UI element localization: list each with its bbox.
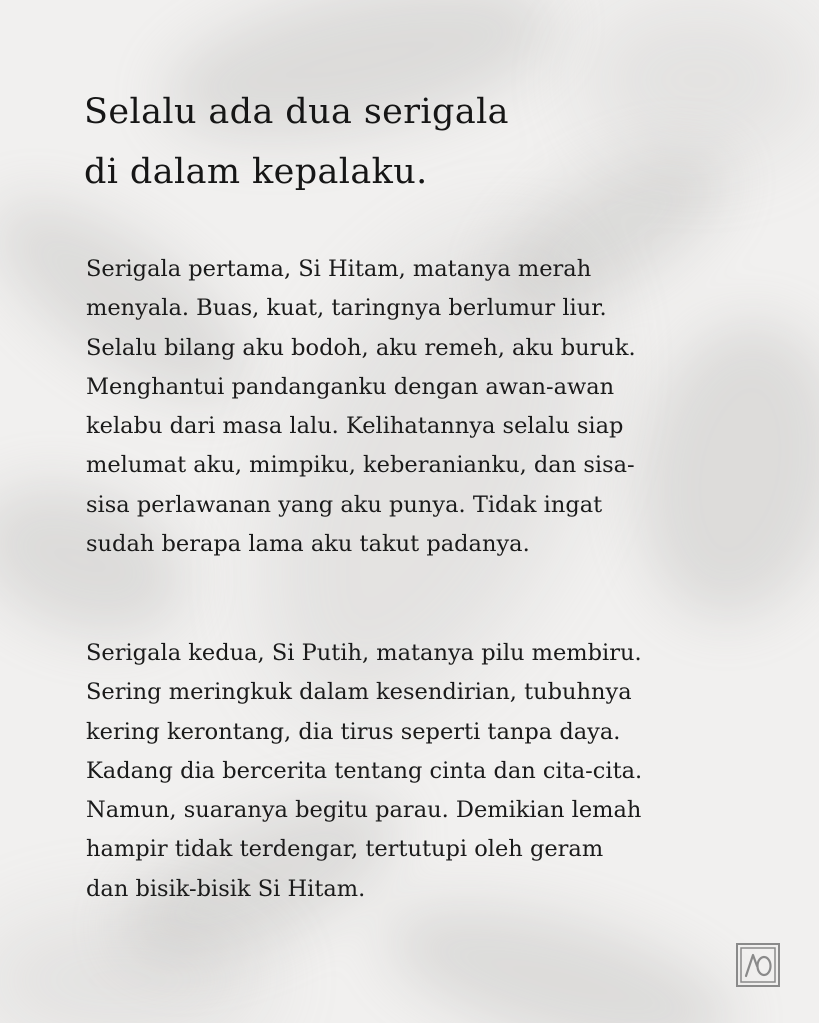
paragraph-line: melumat aku, mimpiku, keberanianku, dan sisa-	[86, 452, 635, 479]
paragraph-line: Sering meringkuk dalam kesendirian, tubuhnya	[86, 679, 632, 706]
paragraph-line: Serigala kedua, Si Putih, matanya pilu membiru.	[86, 640, 642, 666]
paragraph-line: hampir tidak terdengar, tertutupi oleh geram	[86, 836, 604, 863]
paragraph-line: sisa perlawanan yang aku punya. Tidak ingat	[86, 491, 603, 518]
paragraph-line: kelabu dari masa lalu. Kelihatannya selalu siap	[86, 413, 624, 440]
paragraph-line: Menghantui pandanganku dengan awan-awan	[86, 373, 615, 400]
paragraph-line: Serigala pertama, Si Hitam, matanya merah	[86, 256, 592, 282]
paragraph-line: sudah berapa lama aku takut padanya.	[86, 531, 530, 558]
paragraph-line: kering kerontang, dia tirus seperti tanpa daya.	[86, 718, 621, 745]
title-line: Selalu ada dua serigala	[84, 92, 509, 132]
paragraph-line: Kadang dia bercerita tentang cinta dan cita-cita.	[86, 757, 643, 784]
title-line: di dalam kepalaku.	[84, 152, 428, 192]
ao-monogram-icon	[735, 942, 781, 988]
paragraph-line: Selalu bilang aku bodoh, aku remeh, aku buruk.	[86, 334, 636, 361]
paragraph-line: menyala. Buas, kuat, taringnya berlumur liur.	[86, 295, 607, 322]
paragraph-white-wolf	[86, 634, 746, 909]
page-title	[84, 82, 744, 202]
paragraph-black-wolf	[86, 250, 746, 564]
paragraph-line: dan bisik-bisik Si Hitam.	[86, 875, 366, 902]
paragraph-line: Namun, suaranya begitu parau. Demikian lemah	[86, 797, 642, 824]
